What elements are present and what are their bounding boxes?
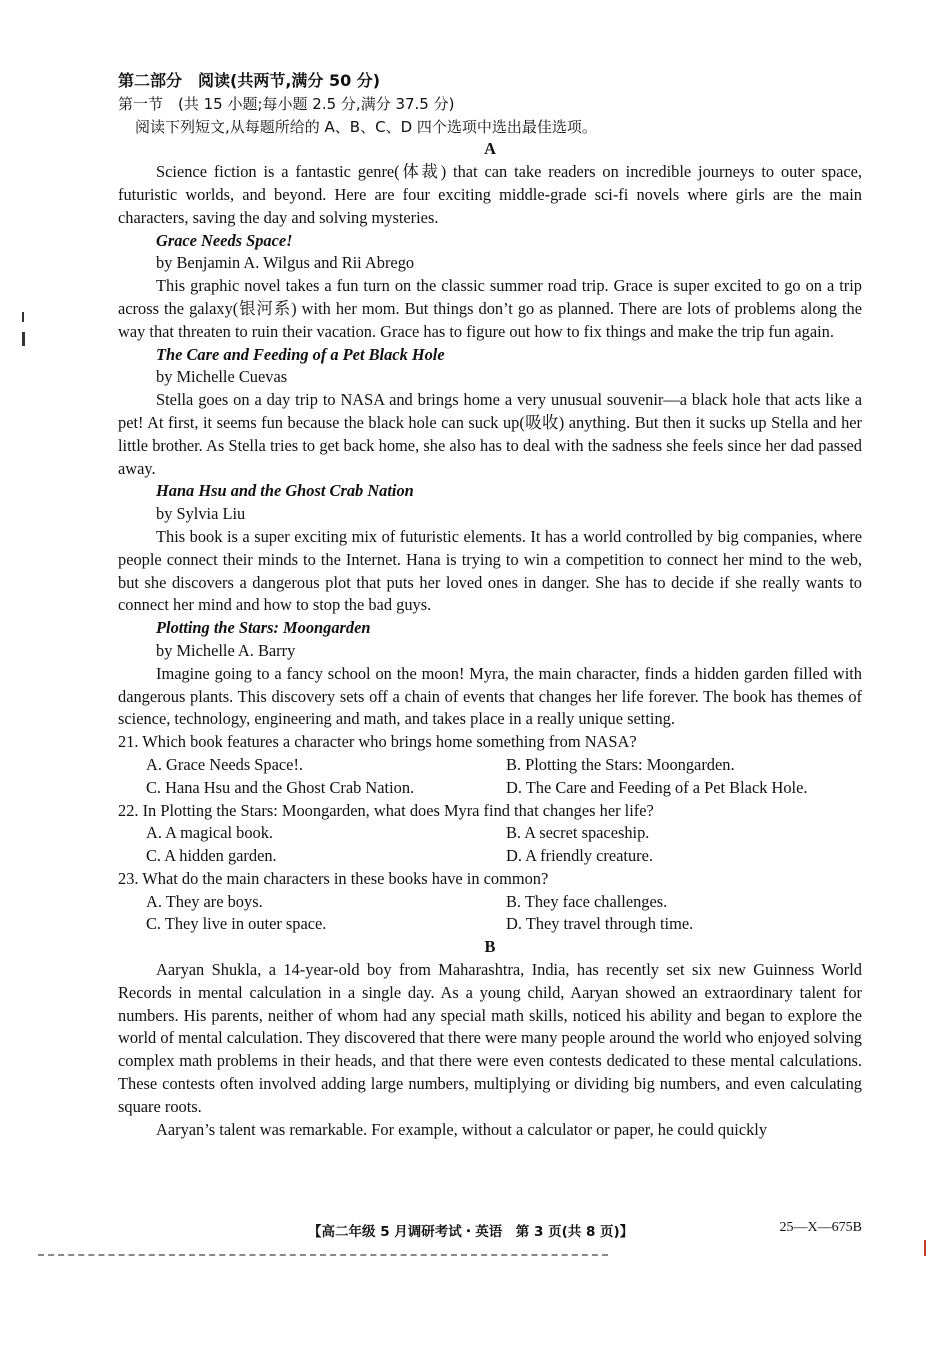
footer-code: 25—X—675B [779,1220,862,1235]
margin-mark [22,312,24,322]
book-author: by Michelle Cuevas [156,367,288,387]
option-b[interactable]: B. Plotting the Stars: Moongarden. [506,754,735,774]
options [118,754,862,800]
passage-a-intro: Science fiction is a fantastic genre(体裁) that can take readers on incredible journeys to outer space, futuristic worlds, and beyond. Here are four exciting middle-grade sci-fi novels where girls are the main characters, saving the day and solving mysteries. [118,162,862,227]
section-heading: 第一节 (共 15 小题;每小题 2.5 分,满分 37.5 分) [118,94,455,113]
options [118,891,862,937]
passage-b-paragraph: Aaryan Shukla, a 14-year-old boy from Maharashtra, India, has recently set six new Guinness World Records in mental calculation in a single day. As a young child, Aaryan showed an extraordinary talent for numbers. His parents, neither of whom had any special math skills, noticed his ability and began to explore the world of mental calculation. They discovered that there were many people around the world who enjoyed solving complex math problems in their heads, and that there were even contests dedicated to these mental calculations. These contests often involved adding large numbers, multiplying or dividing big numbers, and even calculating square roots. [118,960,862,1116]
option-c[interactable]: C. A hidden garden. [146,846,277,866]
book-title: The Care and Feeding of a Pet Black Hole [156,344,445,364]
question-stem: 22. In Plotting the Stars: Moongarden, what does Myra find that changes her life? [118,800,654,820]
content [118,70,862,1141]
passage-b-label: B [484,937,496,957]
book-title: Hana Hsu and the Ghost Crab Nation [156,481,414,501]
cut-line [38,1254,608,1256]
question-stem: 23. What do the main characters in these books have in common? [118,868,549,888]
margin-mark [924,1240,926,1256]
passage-b-paragraph: Aaryan’s talent was remarkable. For example, without a calculator or paper, he could quickly [156,1119,768,1139]
book-description: Imagine going to a fancy school on the moon! Myra, the main character, finds a hidden garden filled with dangerous plants. This discovery sets off a chain of events that changes her life forever. The book has themes of science, technology, engineering and math, and takes place in a really unique setting. [118,663,862,729]
options [118,822,862,868]
passage-a-label: A [484,139,496,159]
margin-mark [22,332,25,346]
option-b[interactable]: B. They face challenges. [506,891,668,911]
footer-title: 【高二年级 5 月调研考试・英语 第 3 页(共 8 页)】 [308,1224,634,1240]
option-c[interactable]: C. They live in outer space. [146,914,327,934]
option-d[interactable]: D. The Care and Feeding of a Pet Black Hole. [506,777,808,797]
part-heading: 第二部分 阅读(共两节,满分 50 分) [118,71,381,90]
option-a[interactable]: A. Grace Needs Space!. [146,754,303,774]
book-author: by Michelle A. Barry [156,640,296,660]
option-d[interactable]: D. A friendly creature. [506,846,654,866]
book-description: This book is a super exciting mix of futuristic elements. It has a world controlled by big companies, where people connect their minds to the Internet. Hana is trying to win a competition to connect her mind to the web, but she discovers a dangerous plot that puts her loved ones in danger. She has to decide if she really wants to connect her mind and how to stop the bad guys. [118,526,862,615]
book-title: Grace Needs Space! [156,230,293,250]
book-author: by Benjamin A. Wilgus and Rii Abrego [156,253,415,273]
option-c[interactable]: C. Hana Hsu and the Ghost Crab Nation. [146,777,415,797]
book-description: Stella goes on a day trip to NASA and brings home a very unusual souvenir—a black hole that acts like a pet! At first, it seems fun because the black hole can suck up(吸收) anything. But then it sucks up Stella and her little brother. As Stella tries to get back home, she also has to deal with the sadness she feels since her dad passed away. [118,390,862,478]
option-d[interactable]: D. They travel through time. [506,914,694,934]
option-a[interactable]: A. They are boys. [146,891,263,911]
option-b[interactable]: B. A secret spaceship. [506,823,650,843]
book-title: Plotting the Stars: Moongarden [156,618,371,638]
option-a[interactable]: A. A magical book. [146,823,274,843]
question-stem: 21. Which book features a character who brings home something from NASA? [118,732,637,752]
book-description: This graphic novel takes a fun turn on the classic summer road trip. Grace is super excited to go on a trip across the galaxy(银河系) with her mom. But things don’t go as planned. There are lots of problems along the way that threaten to ruin their vacation. Grace has to figure out how to fix things and make the trip fun again. [118,276,862,341]
instruction: 阅读下列短文,从每题所给的 A、B、C、D 四个选项中选出最佳选项。 [135,117,597,136]
book-author: by Sylvia Liu [156,504,246,524]
